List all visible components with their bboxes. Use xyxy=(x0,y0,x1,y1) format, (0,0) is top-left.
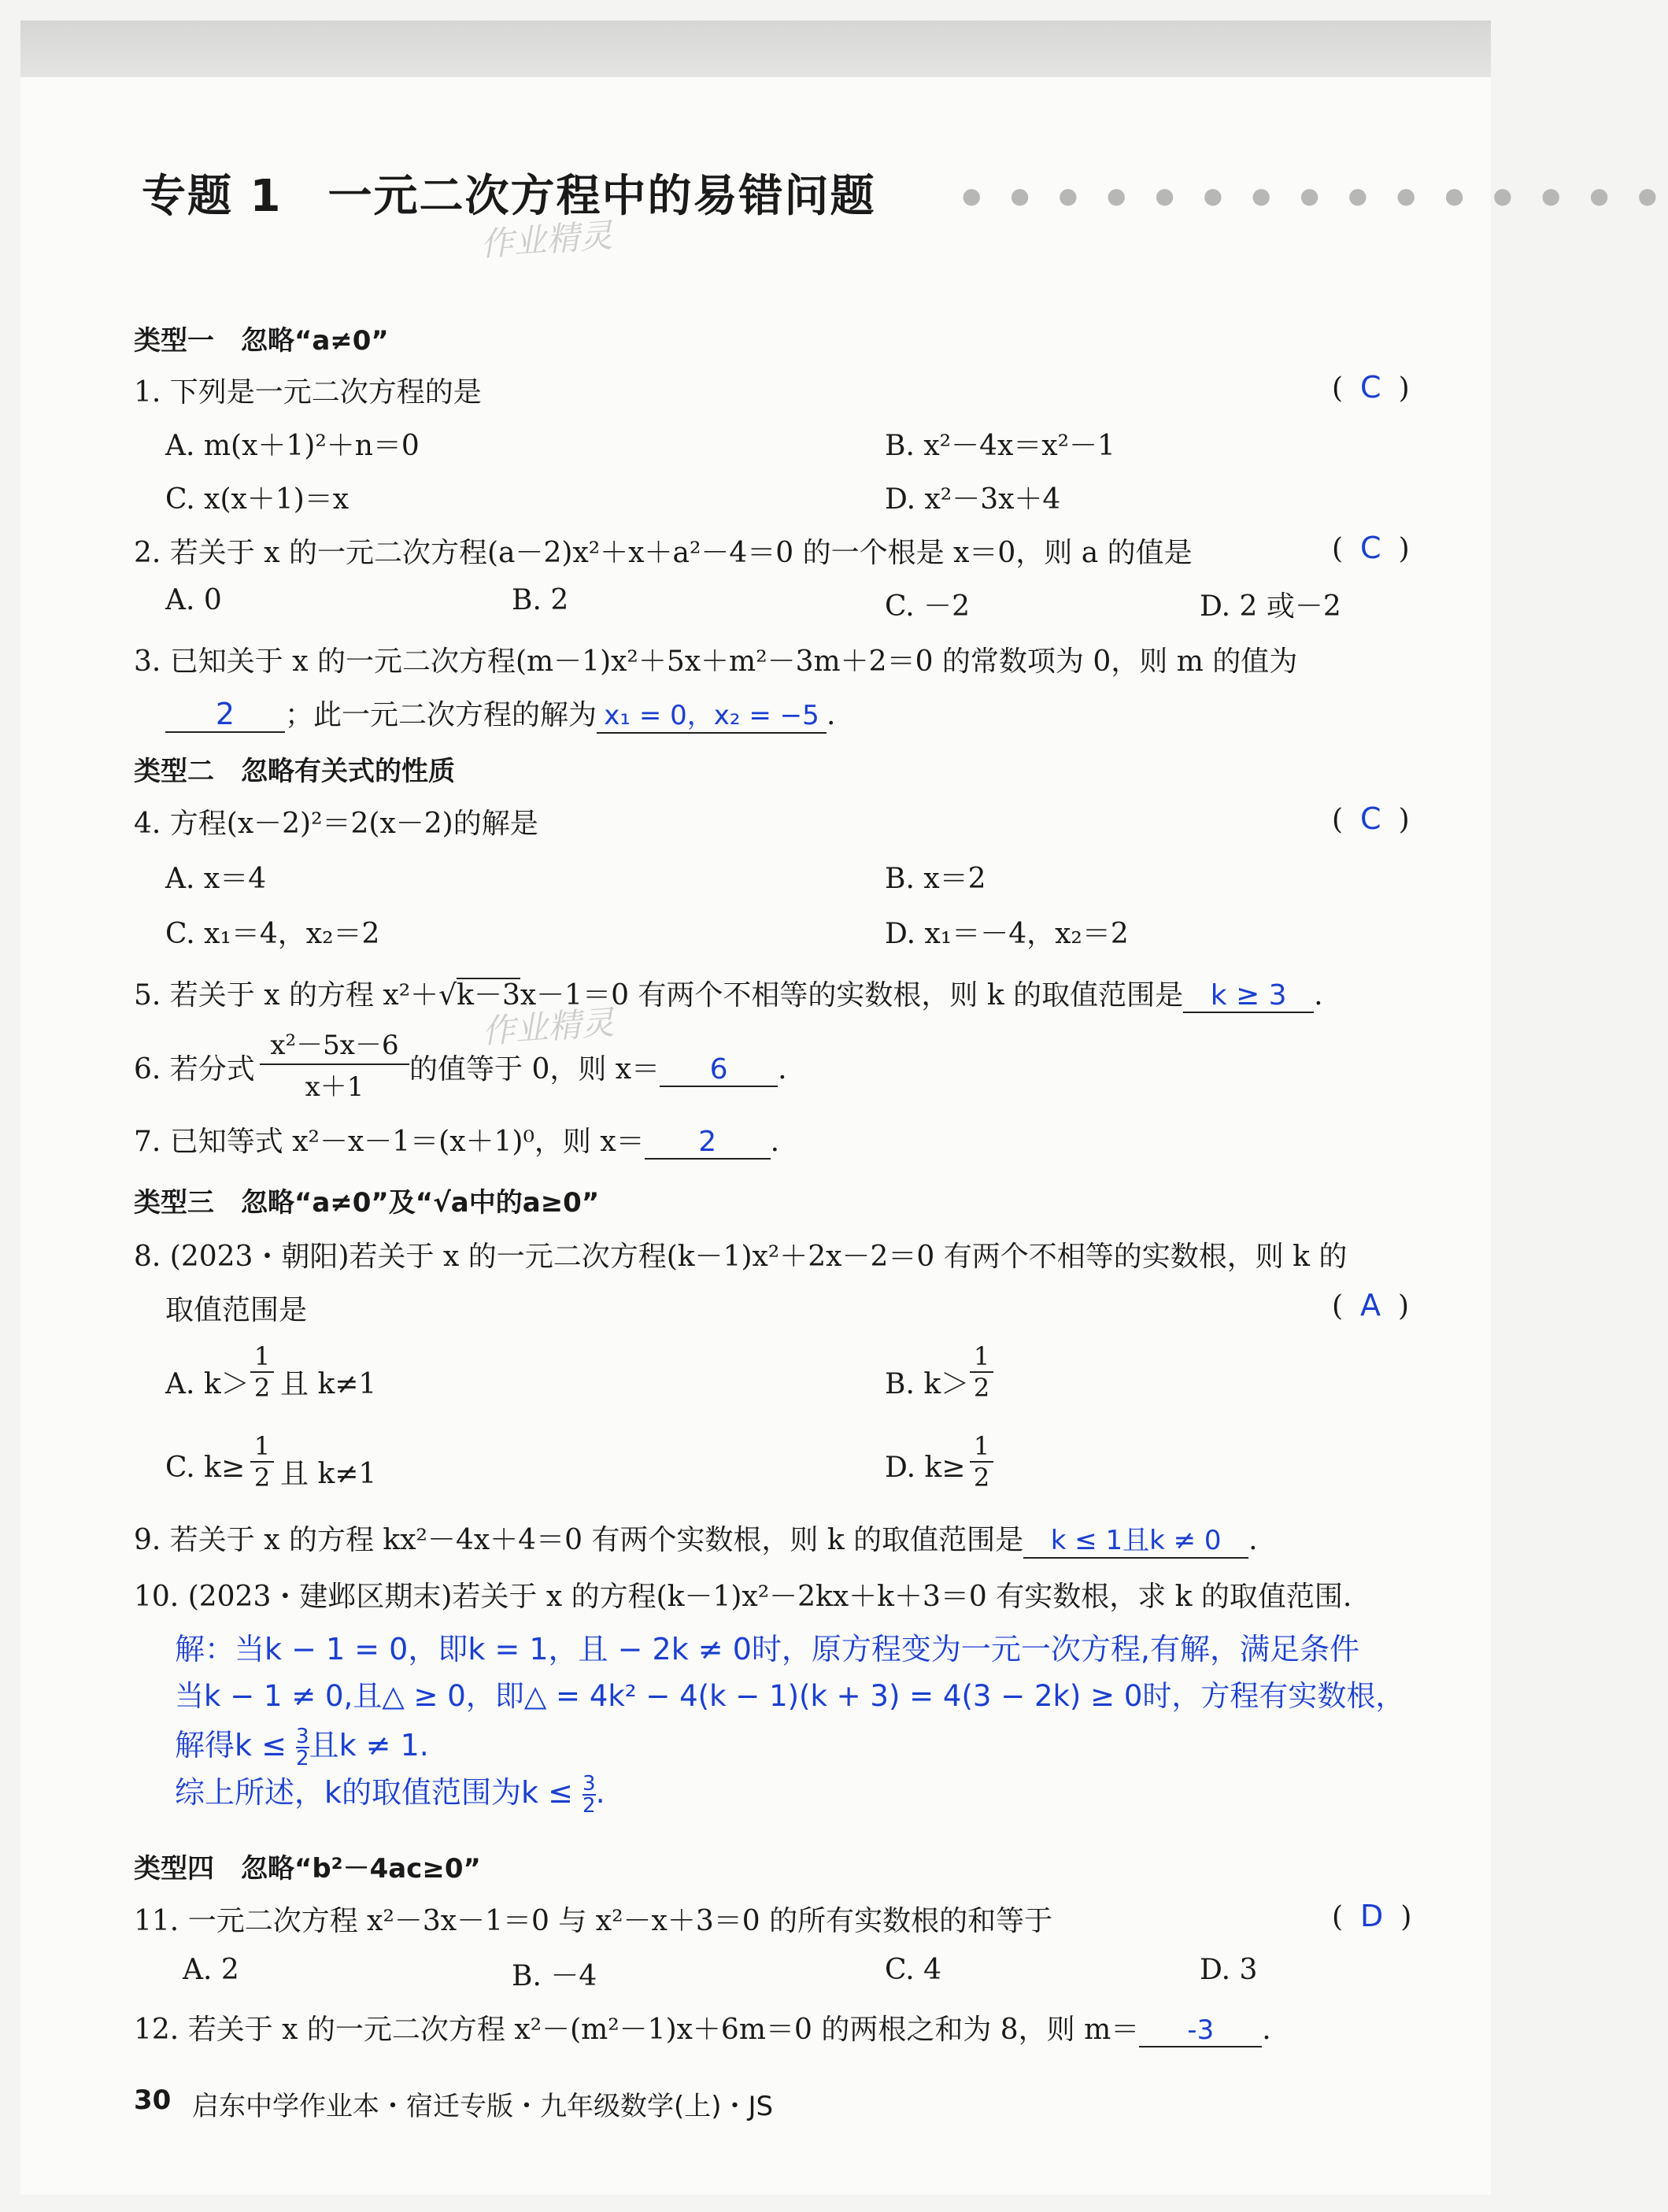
question-6-tail: 的值等于 0，则 x＝ 6 . xyxy=(409,1053,787,1086)
question-10-stem: 10. (2023・建邺区期末)若关于 x 的方程(k－1)x²－2kx＋k＋3＝0 有实数根，求 k 的取值范围. xyxy=(134,1581,1352,1613)
answer-choice: C xyxy=(1360,531,1381,565)
option-c: C. 4 xyxy=(885,1954,942,1986)
option-a: A. 2 xyxy=(183,1954,239,1986)
answer-choice-box: ( D ) xyxy=(1332,1899,1412,1933)
answer-choice: A xyxy=(1360,1288,1381,1322)
question-3-stem: 3. 已知关于 x 的一元二次方程(m－1)x²＋5x＋m²－3m＋2＝0 的常数项为 0，则 m 的值为 xyxy=(134,645,1298,678)
section-heading: 类型一 忽略“a≠0” xyxy=(134,325,389,357)
question-8-line2: 取值范围是 xyxy=(165,1294,308,1326)
watermark: 作业精灵 xyxy=(480,1003,616,1051)
answer-choice-box: ( A ) xyxy=(1332,1288,1410,1322)
option-a-tail: 且 k≠1 xyxy=(280,1368,377,1400)
option-a: A. m(x＋1)²＋n＝0 xyxy=(165,430,420,462)
section-heading: 类型三 忽略“a≠0”及“√a中的a≥0” xyxy=(134,1187,600,1219)
answer-choice-box: ( C ) xyxy=(1332,801,1410,836)
fraction: 1 2 xyxy=(970,1341,993,1403)
answer-choice: C xyxy=(1360,801,1381,836)
section-heading: 类型四 忽略“b²－4ac≥0” xyxy=(134,1853,481,1885)
book-title: 启东中学作业本・宿迁专版・九年级数学(上)・JS xyxy=(192,2091,774,2122)
option-b: B. x²－4x＝x²－1 xyxy=(885,430,1115,462)
answer-choice-box: ( C ) xyxy=(1332,370,1410,405)
option-d: D. x₁＝－4，x₂＝2 xyxy=(885,918,1129,950)
option-b: B. －4 xyxy=(512,1960,597,1992)
question-2-stem: 2. 若关于 x 的一元二次方程(a－2)x²＋x＋a²－4＝0 的一个根是 x＝0，则 a 的值是 xyxy=(134,537,1193,569)
answer-blank: x₁ = 0，x₂ = −5 xyxy=(597,694,827,734)
fraction: 1 2 xyxy=(970,1431,993,1493)
answer-blank: 6 xyxy=(660,1053,778,1087)
option-a: A. x＝4 xyxy=(165,863,267,895)
option-d: D. k≥ xyxy=(885,1452,966,1484)
scan-top-shadow xyxy=(20,20,1491,77)
title-decoration-dots: ● ● ● ● ● ● ● ● ● ● ● ● ● ● ● xyxy=(962,183,1668,209)
answer-choice: C xyxy=(1360,370,1381,405)
question-3-line2: 2 ；此一元二次方程的解为 x₁ = 0，x₂ = −5 . xyxy=(165,693,835,734)
fraction-numerator: x²－5x－6 xyxy=(260,1023,409,1065)
option-d: D. x²－3x＋4 xyxy=(885,483,1061,516)
solution-line: 解得k ≤ $\frac{3}{2}$ 且k ≠ 1. xyxy=(175,1724,429,1770)
watermark: 作业精灵 xyxy=(479,216,614,264)
question-9-stem: 9. 若关于 x 的方程 kx²－4x＋4＝0 有两个实数根，则 k 的取值范围是 k ≤ 1且k ≠ 0 . xyxy=(134,1518,1258,1559)
answer-blank: k ≤ 1且k ≠ 0 xyxy=(1023,1518,1248,1559)
page-title: 专题 1 一元二次方程中的易错问题 xyxy=(142,171,876,222)
option-a: A. 0 xyxy=(165,584,222,616)
sqrt-sign: √ xyxy=(438,979,457,1012)
sqrt-radicand: k－3 xyxy=(457,979,520,1012)
option-b: B. x＝2 xyxy=(885,863,986,895)
fraction-denominator: x＋1 xyxy=(305,1071,364,1103)
answer-blank: 2 xyxy=(645,1126,771,1160)
question-8-stem: 8. (2023・朝阳)若关于 x 的一元二次方程(k－1)x²＋2x－2＝0 有两个不相等的实数根，则 k 的 xyxy=(134,1241,1348,1273)
section-heading: 类型二 忽略有关式的性质 xyxy=(134,756,455,787)
fraction: 1 2 xyxy=(250,1431,274,1493)
option-c: C. x₁＝4，x₂＝2 xyxy=(165,918,380,950)
question-7-stem: 7. 已知等式 x²－x－1＝(x＋1)⁰，则 x＝ 2 . xyxy=(134,1126,780,1158)
option-c: C. k≥ xyxy=(165,1452,246,1484)
answer-blank: -3 xyxy=(1139,2014,1262,2047)
question-4-stem: 4. 方程(x－2)²＝2(x－2)的解是 xyxy=(134,808,538,840)
question-1-stem: 1. 下列是一元二次方程的是 xyxy=(134,376,482,409)
answer-choice-box: ( C ) xyxy=(1332,531,1410,565)
option-d: D. 3 xyxy=(1200,1954,1258,1986)
solution-line: 当k − 1 ≠ 0,且△ ≥ 0，即△ = 4k² − 4(k − 1)(k + 3) = 4(3 − 2k) ≥ 0时，方程有实数根， xyxy=(175,1679,1405,1713)
option-b: B. k＞ xyxy=(885,1368,970,1400)
option-b: B. 2 xyxy=(512,584,569,616)
solution-line: 综上所述，k的取值范围为k ≤ $\frac{3}{2}$ . xyxy=(175,1771,605,1818)
question-5-stem: 5. 若关于 x 的方程 x²＋√k－3x－1＝0 有两个不相等的实数根，则 k 的取值范围是 k ≥ 3 . xyxy=(134,979,1323,1012)
option-c-tail: 且 k≠1 xyxy=(280,1458,377,1490)
option-a: A. k＞ xyxy=(165,1368,250,1400)
page-number: 30 xyxy=(134,2084,172,2116)
answer-blank: 2 xyxy=(165,697,285,733)
fraction: 1 2 xyxy=(250,1341,274,1403)
question-6-stem: 6. 若分式 xyxy=(134,1053,255,1086)
question-12-stem: 12. 若关于 x 的一元二次方程 x²－(m²－1)x＋6m＝0 的两根之和为 8，则 m＝ -3 . xyxy=(134,2014,1271,2046)
solution-line: 解：当k − 1 = 0，即k = 1，且 − 2k ≠ 0时，原方程变为一元一次方程,有解，满足条件 xyxy=(175,1632,1359,1666)
answer-blank: k ≥ 3 xyxy=(1183,979,1314,1013)
option-d: D. 2 或－2 xyxy=(1200,590,1341,623)
fraction xyxy=(260,1023,409,1104)
answer-choice: D xyxy=(1360,1899,1384,1933)
option-c: C. x(x＋1)＝x xyxy=(165,483,350,516)
option-c: C. －2 xyxy=(885,590,971,623)
question-11-stem: 11. 一元二次方程 x²－3x－1＝0 与 x²－x＋3＝0 的所有实数根的和等于 xyxy=(134,1905,1053,1937)
